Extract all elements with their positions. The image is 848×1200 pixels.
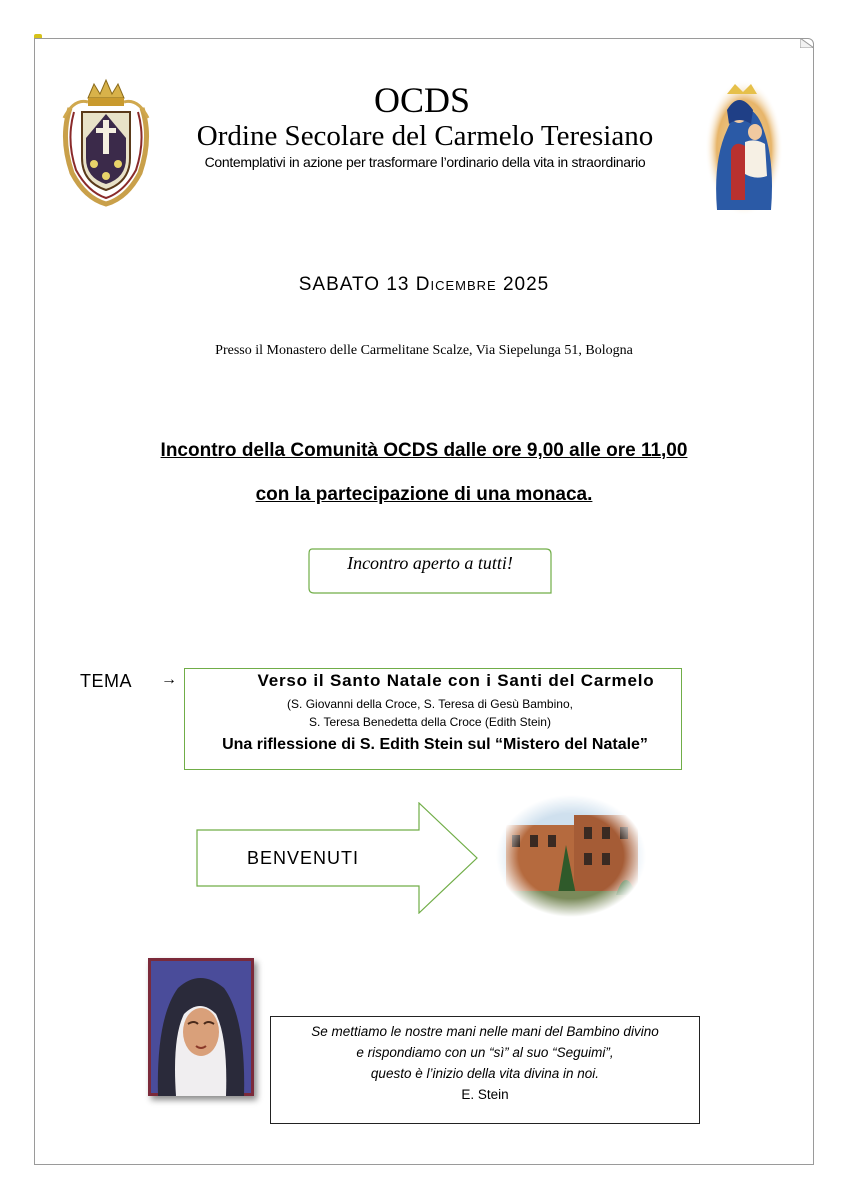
quote-author: E. Stein <box>461 1087 509 1102</box>
welcome-label: BENVENUTI <box>247 848 360 868</box>
tema-saints-line-1: (S. Giovanni della Croce, S. Teresa di Gesù Bambino, <box>287 697 573 711</box>
meeting-line-1: Incontro della Comunità OCDS dalle ore 9,00 alle ore 11,00 <box>160 440 688 461</box>
meeting-line-2: con la partecipazione di una monaca. <box>255 484 593 505</box>
header-motto: Contemplativi in azione per trasformare l’ordinario della vita in straordinario <box>204 154 646 170</box>
event-date: SABATO 13 Dicembre 2025 <box>298 274 550 295</box>
tema-label: TEMA <box>80 671 133 691</box>
right-arrow-icon: → <box>161 671 177 688</box>
quote-line-3: questo è l’inizio della vita divina in noi. <box>370 1066 600 1081</box>
monastery-photo <box>496 795 646 917</box>
madonna-and-child-image <box>705 80 783 216</box>
tema-saints-line-2: S. Teresa Benedetta della Croce (Edith Stein) <box>309 715 551 729</box>
tema-reflection: Una riflessione di S. Edith Stein sul “Mistero del Natale” <box>222 736 648 753</box>
carmelite-coat-of-arms <box>60 78 152 208</box>
header-order-name: Ordine Secolare del Carmelo Teresiano <box>196 120 654 152</box>
page-fold-icon <box>800 38 814 48</box>
tema-title: Verso il Santo Natale con i Santi del Carmelo <box>257 671 655 690</box>
open-note-text: Incontro aperto a tutti! <box>347 553 513 573</box>
header-acronym: OCDS <box>373 80 471 120</box>
quote-line-1: Se mettiamo le nostre mani nelle mani del Bambino divino <box>311 1024 659 1039</box>
quote-line-2: e rispondiamo con un “sì” al suo “Seguimi”, <box>356 1045 614 1060</box>
event-place: Presso il Monastero delle Carmelitane Scalze, Via Siepelunga 51, Bologna <box>215 343 633 358</box>
edith-stein-portrait <box>148 958 254 1096</box>
